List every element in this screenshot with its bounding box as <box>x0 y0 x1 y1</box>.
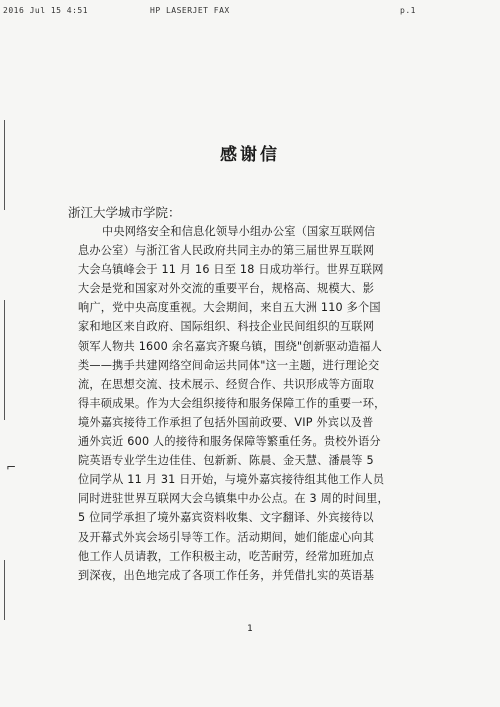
body-line: 大会是党和国家对外交流的重要平台，规格高、规模大、影 <box>78 282 375 296</box>
fax-header <box>0 0 500 18</box>
body-line: 大会乌镇峰会于 11 月 16 日至 18 日成功举行。世界互联网 <box>78 263 384 277</box>
body-line: 得丰硕成果。作为大会组织接待和服务保障工作的重要一环， <box>78 396 386 410</box>
body-line: 院英语专业学生边佳佳、包新新、陈晨、金天慧、潘晨等 5 <box>78 454 374 468</box>
body-line: 流，在思想交流、技术展示、经贸合作、共识形成等方面取 <box>78 377 375 391</box>
body-line: 息办公室）与浙江省人民政府共同主办的第三届世界互联网 <box>78 244 375 258</box>
scan-edge-mark <box>4 120 5 210</box>
body-line: 同时进驻世界互联网大会乌镇集中办公点。在 3 周的时间里， <box>78 492 389 506</box>
page-number: 1 <box>247 624 253 634</box>
body-line: 位同学从 11 月 31 日开始，与境外嘉宾接待组其他工作人员 <box>78 473 385 487</box>
body-line: 领军人物共 1600 余名嘉宾齐聚乌镇，围绕"创新驱动造福人 <box>78 339 383 353</box>
body-line: 他工作人员请教，工作积极主动，吃苦耐劳，经常加班加点 <box>78 549 375 563</box>
body-line: 到深夜，出色地完成了各项工作任务，并凭借扎实的英语基 <box>78 568 375 582</box>
body-line: 境外嘉宾接待工作承担了包括外国前政要、VIP 外宾以及普 <box>78 415 374 429</box>
letter-body <box>78 222 448 585</box>
fax-page-label: p.1 <box>400 6 416 15</box>
body-line: 中央网络安全和信息化领导小组办公室（国家互联网信 <box>102 225 376 238</box>
letter-title: 感谢信 <box>220 145 280 165</box>
body-line: 类——携手共建网络空间命运共同体"这一主题，进行理论交 <box>78 358 380 372</box>
fax-timestamp: 2016 Jul 15 4:51 <box>3 6 89 15</box>
body-line: 响广，党中央高度重视。大会期间，来自五大洲 110 多个国 <box>78 301 381 315</box>
scan-edge-mark <box>4 300 5 420</box>
body-line: 5 位同学承担了境外嘉宾资料收集、文字翻译、外宾接待以 <box>78 511 374 525</box>
bracket-mark: ⌐ <box>6 460 17 474</box>
body-line: 及开幕式外宾会场引导等工作。活动期间，她们能虚心向其 <box>78 530 375 544</box>
letter-salutation: 浙江大学城市学院： <box>68 205 181 220</box>
body-line: 家和地区来自政府、国际组织、科技企业民间组织的互联网 <box>78 320 375 334</box>
body-line: 通外宾近 600 人的接待和服务保障等繁重任务。贵校外语分 <box>78 435 381 449</box>
fax-machine-name: HP LASERJET FAX <box>150 6 230 15</box>
scan-edge-mark <box>4 560 5 620</box>
